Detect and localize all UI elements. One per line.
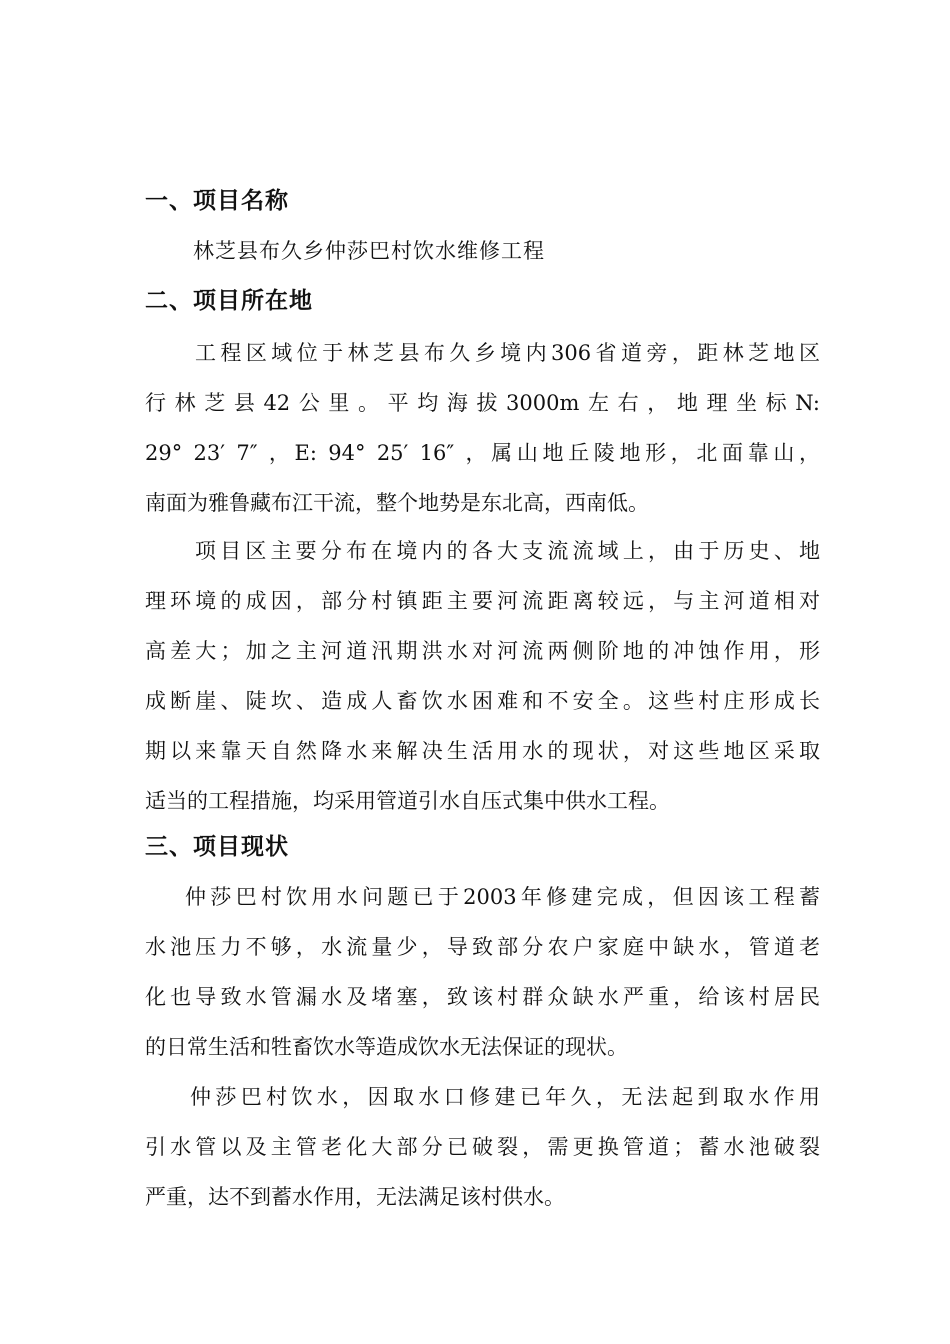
paragraph-line: 仲莎巴村饮水，因取水口修建已年久，无法起到取水作用 <box>190 1085 820 1109</box>
paragraph-line: 化也导致水管漏水及堵塞，致该村群众缺水严重，给该村居民 <box>145 985 820 1009</box>
repair-needs-paragraph <box>145 1072 820 1222</box>
section-heading-project-location: 二、项目所在地 <box>145 288 313 314</box>
paragraph-line: 理环境的成因，部分村镇距主要河流距离较远，与主河道相对 <box>145 589 820 613</box>
paragraph-line: 成断崖、陡坎、造成人畜饮水困难和不安全。这些村庄形成长 <box>145 689 820 713</box>
paragraph-line: 工程区域位于林芝县布久乡境内306省道旁，距林芝地区 <box>195 341 820 365</box>
project-area-paragraph <box>145 526 820 826</box>
paragraph-line: 严重，达不到蓄水作用，无法满足该村供水。 <box>145 1185 565 1209</box>
section-heading-project-name: 一、项目名称 <box>145 188 289 214</box>
paragraph-line: 的日常生活和牲畜饮水等造成饮水无法保证的现状。 <box>145 1035 628 1059</box>
paragraph-line: 仲莎巴村饮用水问题已于2003年修建完成，但因该工程蓄 <box>185 885 820 909</box>
paragraph-line: 行林芝县42公里。平均海拔3000m左右，地理坐标N: <box>145 391 820 415</box>
paragraph-line: 项目区主要分布在境内的各大支流流域上，由于历史、地 <box>195 539 820 563</box>
paragraph-line: 南面为雅鲁藏布江干流，整个地势是东北高，西南低。 <box>145 491 649 515</box>
location-paragraph <box>145 328 820 528</box>
project-name-text: 林芝县布久乡仲莎巴村饮水维修工程 <box>193 239 545 263</box>
paragraph-line: 期以来靠天自然降水来解决生活用水的现状，对这些地区采取 <box>145 739 820 763</box>
paragraph-line: 29° 23′ 7″ ，E: 94° 25′ 16″ ，属山地丘陵地形，北面靠山， <box>145 441 820 465</box>
paragraph-line: 高差大；加之主河道汛期洪水对河流两侧阶地的冲蚀作用，形 <box>145 639 820 663</box>
paragraph-line: 引水管以及主管老化大部分已破裂，需更换管道；蓄水池破裂 <box>145 1135 820 1159</box>
paragraph-line: 适当的工程措施，均采用管道引水自压式集中供水工程。 <box>145 789 670 813</box>
paragraph-line: 水池压力不够，水流量少，导致部分农户家庭中缺水，管道老 <box>145 935 820 959</box>
section-heading-project-status: 三、项目现状 <box>145 834 289 860</box>
status-paragraph <box>145 872 820 1072</box>
